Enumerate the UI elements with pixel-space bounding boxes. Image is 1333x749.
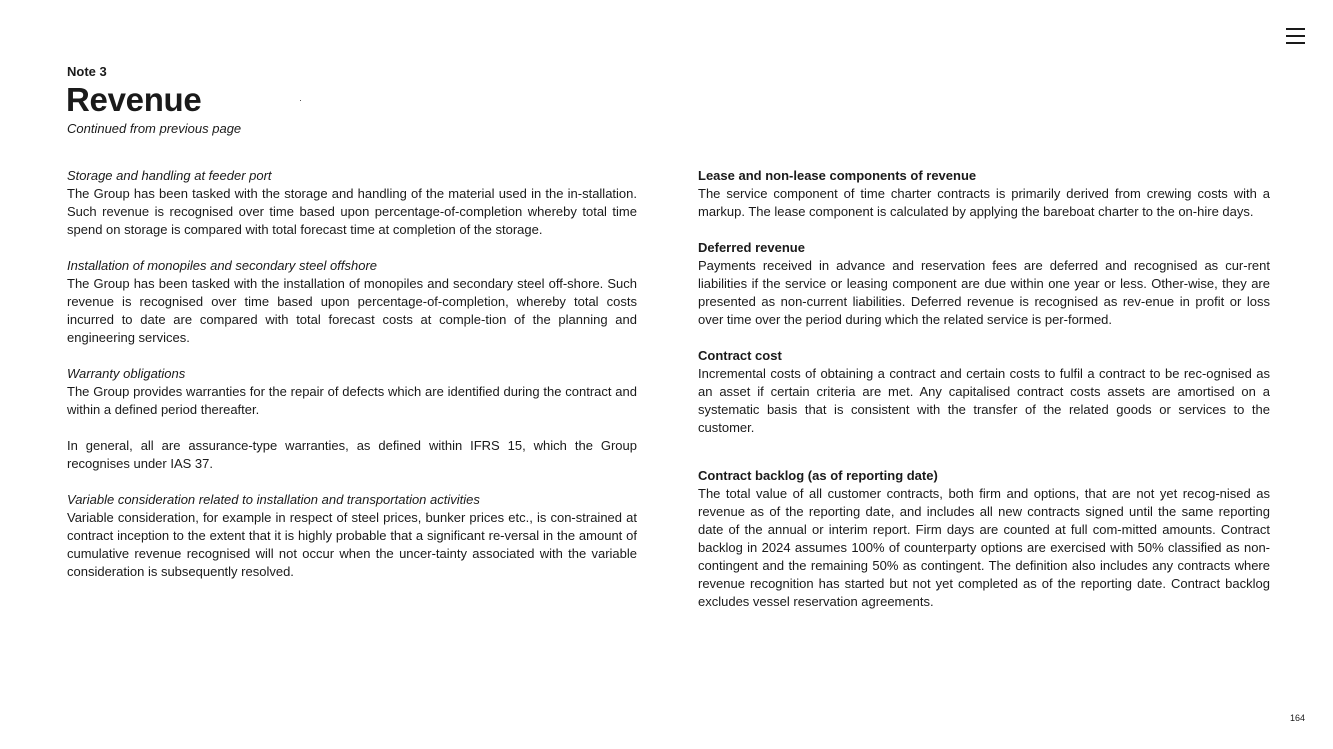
section-heading: Contract cost xyxy=(698,348,782,363)
section-heading: Deferred revenue xyxy=(698,240,805,255)
stray-dot xyxy=(300,100,301,101)
section-storage xyxy=(67,167,637,239)
section-contract-backlog xyxy=(698,467,1270,611)
section-body: In general, all are assurance-type warranties, as defined within IFRS 15, which the Group recognises under IAS 37. xyxy=(67,438,637,471)
section-body: The Group has been tasked with the storage and handling of the material used in the in-stallation. Such revenue is recognised over time based upon percentage-of-completion whereby total time spend on storage is compared with total forecast time at completion of the storage. xyxy=(67,186,637,237)
section-body: Incremental costs of obtaining a contract and certain costs to fulfil a contract to be rec-ognised as an asset if certain criteria are met. Any capitalised contract costs assets are amortised on a systematic basis that is consistent with the transfer of the related goods or services to the customer. xyxy=(698,366,1270,435)
menu-bar xyxy=(1286,42,1305,44)
page-number: 164 xyxy=(1290,713,1306,723)
section-body: The service component of time charter contracts is primarily derived from crewing costs with a markup. The lease component is calculated by applying the bareboat charter to the on-hire days. xyxy=(698,186,1270,219)
section-heading: Warranty obligations xyxy=(67,366,186,381)
section-heading: Lease and non-lease components of revenue xyxy=(698,168,977,183)
section-deferred-revenue xyxy=(698,239,1270,329)
hamburger-menu-icon[interactable] xyxy=(1286,27,1306,45)
menu-bar xyxy=(1286,28,1305,30)
page-title: Revenue xyxy=(66,81,202,118)
section-heading: Variable consideration related to installation and transportation activities xyxy=(67,492,480,507)
section-body: The Group has been tasked with the installation of monopiles and secondary steel off-shore. Such revenue is recognised over time based upon percentage-of-completion, whereby total costs incurred to date are compared with total forecast costs at comple-tion of the planning and engineering services. xyxy=(67,276,637,345)
section-heading: Storage and handling at feeder port xyxy=(67,168,272,183)
left-column xyxy=(67,167,637,581)
section-body: The Group provides warranties for the repair of defects which are identified during the contract and within a defined period thereafter. xyxy=(67,384,637,417)
section-body: Payments received in advance and reservation fees are deferred and recognised as cur-rent liabilities if the service or leasing component are due within one year or less. Other-wise, they are presented as non-current liabilities. Deferred revenue is recognised as rev-enue in profit or loss over time over the period during which the related service is per-formed. xyxy=(698,258,1270,327)
section-lease xyxy=(698,167,1270,221)
section-warranty xyxy=(67,365,637,473)
right-column xyxy=(698,167,1270,611)
section-contract-cost xyxy=(698,347,1270,437)
page-subtitle: Continued from previous page xyxy=(67,121,242,136)
menu-bar xyxy=(1286,35,1305,37)
section-heading: Installation of monopiles and secondary steel offshore xyxy=(67,258,378,273)
section-body: Variable consideration, for example in respect of steel prices, bunker prices etc., is con-strained at contract inception to the extent that it is highly probable that a significant re-versal in the amount of cumulative revenue recognised will not occur when the uncer-tainty associated with the variable consideration is subsequently resolved. xyxy=(67,510,637,579)
note-label: Note 3 xyxy=(67,64,107,79)
section-variable-consideration xyxy=(67,491,637,581)
section-installation xyxy=(67,257,637,347)
section-heading: Contract backlog (as of reporting date) xyxy=(698,468,938,483)
section-body: The total value of all customer contracts, both firm and options, that are not yet recog-nised as revenue as of the reporting date, and includes all new contracts signed until the same reporting date of the annual or interim report. Firm days are counted at full com-mitted amounts. Contract backlog in 2024 assumes 100% of counterparty options are exercised with 50% classified as non-contingent and the remaining 50% as contingent. The definition also includes any contracts where revenue recognition has started but not yet completed as of the reporting date. Contract backlog excludes vessel reservation agreements. xyxy=(698,486,1270,609)
